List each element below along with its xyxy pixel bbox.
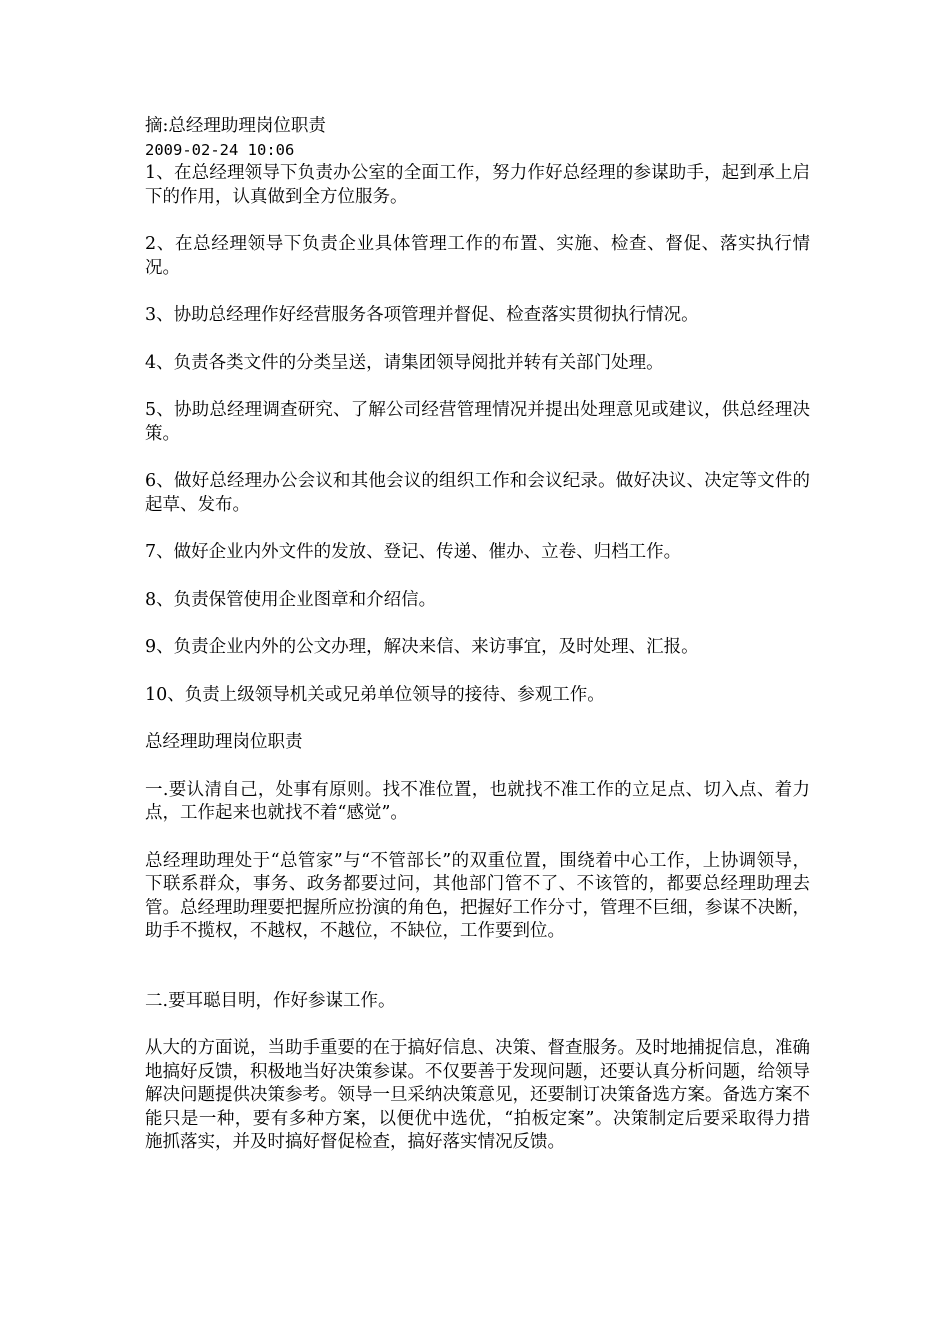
duty-item-8: 8、负责保管使用企业图章和介绍信。 <box>145 589 437 610</box>
duty-item-10: 10、负责上级领导机关或兄弟单位领导的接待、参观工作。 <box>145 684 605 705</box>
duty-item-9: 9、负责企业内外的公文办理，解决来信、来访事宜，及时处理、汇报。 <box>145 637 699 657</box>
document-body <box>145 115 810 1155</box>
section-2-heading: 二.要耳聪目明，作好参谋工作。 <box>145 990 396 1011</box>
section-1-heading: 一.要认清自己，处事有原则。找不准位置，也就找不准工作的立足点、切入点、着力点，工作起来也就找不着“感觉”。 <box>145 779 810 823</box>
duty-item-7: 7、做好企业内外文件的发放、登记、传递、催办、立卷、归档工作。 <box>145 542 682 562</box>
duty-item-5: 5、协助总经理调查研究、了解公司经营管理情况并提出处理意见或建议，供总经理决策。 <box>145 400 810 444</box>
section-title: 总经理助理岗位职责 <box>145 732 303 752</box>
document-datetime: 2009-02-24 10:06 <box>145 140 295 159</box>
document-title: 摘:总经理助理岗位职责 <box>145 116 326 136</box>
duty-item-1: 1、在总经理领导下负责办公室的全面工作，努力作好总经理的参谋助手，起到承上启下的作用，认真做到全方位服务。 <box>145 163 810 207</box>
duty-item-6: 6、做好总经理办公会议和其他会议的组织工作和会议纪录。做好决议、决定等文件的起草、发布。 <box>145 471 810 515</box>
section-2-body: 从大的方面说，当助手重要的在于搞好信息、决策、督查服务。及时地捕捉信息，准确地搞好反馈，积极地当好决策参谋。不仅要善于发现问题，还要认真分析问题，给领导解决问题提供决策参考。领导一旦采纳决策意见，还要制订决策备选方案。备选方案不能只是一种，要有多种方案，以便优中选优，“拍板定案”。决策制定后要采取得力措施抓落实，并及时搞好督促检查，搞好落实情况反馈。 <box>145 1038 810 1152</box>
duty-item-2: 2、在总经理领导下负责企业具体管理工作的布置、实施、检查、督促、落实执行情况。 <box>145 234 810 278</box>
section-1-body: 总经理助理处于“总管家”与“不管部长”的双重位置，围绕着中心工作，上协调领导，下联系群众，事务、政务都要过问，其他部门管不了、不该管的，都要总经理助理去管。总经理助理要把握所应扮演的角色，把握好工作分寸，管理不巨细，参谋不决断，助手不揽权，不越权，不越位，不缺位，工作要到位。 <box>145 850 810 941</box>
duty-item-3: 3、协助总经理作好经营服务各项管理并督促、检查落实贯彻执行情况。 <box>145 305 699 325</box>
duty-item-4: 4、负责各类文件的分类呈送，请集团领导阅批并转有关部门处理。 <box>145 352 664 373</box>
